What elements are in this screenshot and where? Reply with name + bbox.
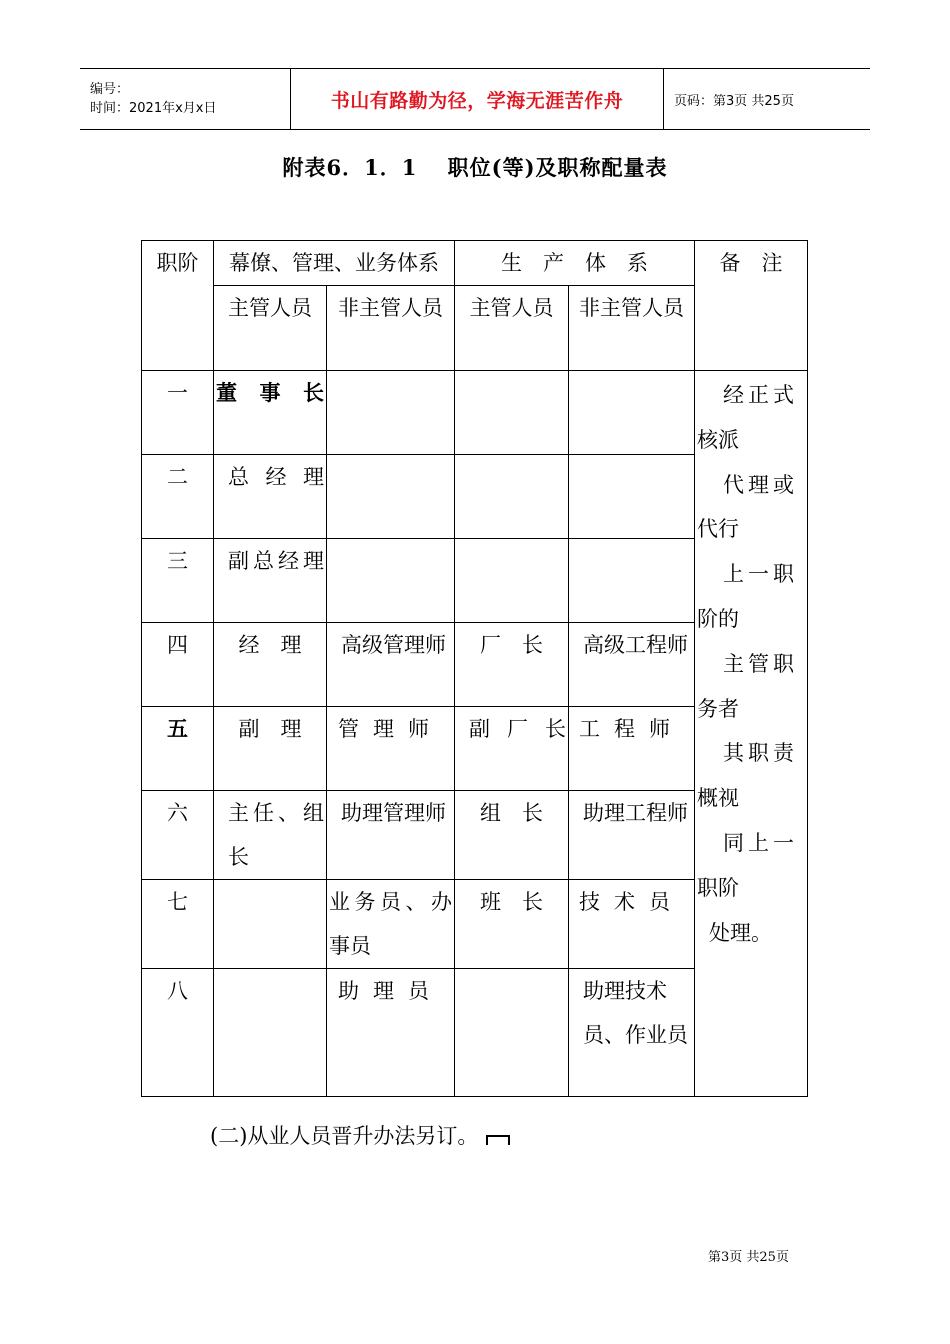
document-time-label: 时间：2021年x月x日 bbox=[90, 101, 217, 116]
staff-supervisor-cell bbox=[214, 880, 327, 969]
remark-line: 同上一 bbox=[723, 830, 798, 855]
production-supervisor-cell bbox=[455, 969, 569, 1097]
production-supervisor-cell bbox=[455, 455, 569, 539]
staff-supervisor-cell: 总经理 bbox=[214, 455, 327, 539]
staff-non-supervisor-cell: 助理管理师 bbox=[327, 791, 455, 880]
remark-line: 职阶 bbox=[697, 875, 739, 900]
rank-cell: 四 bbox=[142, 623, 214, 707]
table-header-row bbox=[142, 241, 808, 286]
production-supervisor-cell bbox=[455, 539, 569, 623]
page-footer: 第3页 共25页 bbox=[708, 1250, 789, 1265]
remark-line: 代行 bbox=[697, 517, 739, 542]
rank-cell: 一 bbox=[142, 371, 214, 455]
table-title: 附表6．1．1 职位(等)及职称配量表 bbox=[282, 155, 668, 180]
staff-non-supervisor-cell bbox=[327, 539, 455, 623]
remark-line: 核派 bbox=[697, 427, 739, 452]
remark-line: 主管职 bbox=[723, 651, 798, 676]
production-non-supervisor-cell: 助理工程师 bbox=[569, 791, 695, 880]
header-page-cell bbox=[664, 69, 870, 129]
rank-cell: 八 bbox=[142, 969, 214, 1097]
production-non-supervisor-cell bbox=[569, 455, 695, 539]
production-non-supervisor-cell bbox=[569, 539, 695, 623]
rank-cell: 五 bbox=[142, 707, 214, 791]
remark-line: 务者 bbox=[697, 696, 739, 721]
rank-cell: 二 bbox=[142, 455, 214, 539]
production-non-supervisor-cell: 助理技术员、作业员 bbox=[569, 969, 695, 1097]
staff-supervisor-cell: 副总经理 bbox=[214, 539, 327, 623]
production-supervisor-cell bbox=[455, 371, 569, 455]
remark-line: 概视 bbox=[697, 786, 739, 811]
header-staff-system: 幕僚、管理、业务体系 bbox=[214, 241, 455, 286]
staff-supervisor-cell: 副 理 bbox=[214, 707, 327, 791]
header-remarks: 备 注 bbox=[695, 241, 808, 371]
rank-cell: 七 bbox=[142, 880, 214, 969]
remark-line: 代理或 bbox=[723, 472, 798, 497]
staff-non-supervisor-cell bbox=[327, 455, 455, 539]
production-non-supervisor-cell: 技术员 bbox=[569, 880, 695, 969]
staff-supervisor-cell: 主任、组长 bbox=[214, 791, 327, 880]
page-header bbox=[80, 68, 870, 130]
rank-cell: 三 bbox=[142, 539, 214, 623]
header-production-system: 生 产 体 系 bbox=[455, 241, 695, 286]
staff-non-supervisor-cell bbox=[327, 371, 455, 455]
staff-non-supervisor-cell: 高级管理师 bbox=[327, 623, 455, 707]
footnote bbox=[210, 1120, 510, 1150]
rank-cell: 六 bbox=[142, 791, 214, 880]
document-number-label: 编号： bbox=[90, 82, 130, 97]
remark-line: 其职责 bbox=[723, 741, 798, 766]
header-supervisor-staff: 主管人员 bbox=[214, 286, 327, 371]
remark-line: 上一职 bbox=[723, 562, 798, 587]
production-supervisor-cell: 组 长 bbox=[455, 791, 569, 880]
production-supervisor-cell: 厂 长 bbox=[455, 623, 569, 707]
header-rank: 职阶 bbox=[142, 241, 214, 371]
corner-mark-icon bbox=[486, 1135, 510, 1145]
staff-supervisor-cell: 董事长 bbox=[214, 371, 327, 455]
position-title-table bbox=[141, 240, 808, 1097]
staff-non-supervisor-cell: 管理师 bbox=[327, 707, 455, 791]
staff-supervisor-cell: 经 理 bbox=[214, 623, 327, 707]
remark-line: 阶的 bbox=[697, 606, 739, 631]
header-non-supervisor-staff: 非主管人员 bbox=[327, 286, 455, 371]
production-supervisor-cell: 班 长 bbox=[455, 880, 569, 969]
remark-line: 处理。 bbox=[709, 920, 772, 945]
production-non-supervisor-cell: 工程师 bbox=[569, 707, 695, 791]
staff-non-supervisor-cell: 助理员 bbox=[327, 969, 455, 1097]
footnote-text: (二)从业人员晋升办法另订。 bbox=[210, 1124, 479, 1148]
header-supervisor-production: 主管人员 bbox=[455, 286, 569, 371]
remarks-cell bbox=[695, 371, 808, 1097]
header-motto-cell bbox=[290, 69, 664, 129]
header-meta bbox=[80, 69, 290, 129]
production-non-supervisor-cell: 高级工程师 bbox=[569, 623, 695, 707]
table-row bbox=[142, 371, 808, 455]
header-page-number: 页码：第3页 共25页 bbox=[674, 93, 794, 109]
staff-non-supervisor-cell: 业务员、办事员 bbox=[327, 880, 455, 969]
production-supervisor-cell: 副厂长 bbox=[455, 707, 569, 791]
production-non-supervisor-cell bbox=[569, 371, 695, 455]
header-motto: 书山有路勤为径，学海无涯苦作舟 bbox=[330, 89, 624, 112]
staff-supervisor-cell bbox=[214, 969, 327, 1097]
remark-line: 经正式 bbox=[723, 383, 798, 407]
header-non-supervisor-production: 非主管人员 bbox=[569, 286, 695, 371]
